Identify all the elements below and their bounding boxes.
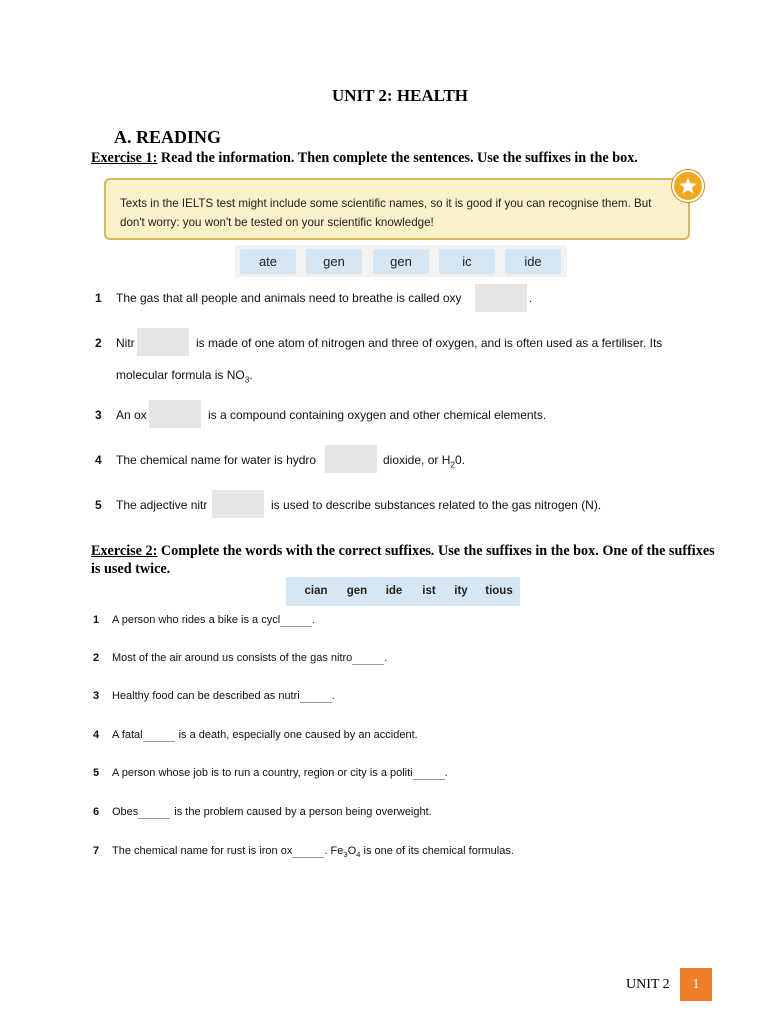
question-text: The adjective nitr: [116, 498, 208, 512]
question-text-end: is a compound containing oxygen and other chemical elements.: [208, 408, 547, 422]
formula-text: molecular formula is NO: [116, 368, 245, 382]
question-text: A person whose job is to run a country, region or city is a politi .: [112, 767, 448, 779]
question-number: 2: [93, 652, 100, 664]
formula-subscript: 3: [244, 374, 250, 385]
question-text: Healthy food can be described as nutri .: [112, 690, 335, 702]
exercise2-heading: [91, 542, 716, 578]
question-text: Obes is the problem caused by a person being overweight.: [112, 806, 432, 818]
question-number: 5: [95, 498, 102, 512]
exercise1-instruction: Read the information. Then complete the sentences. Use the suffixes in the box.: [157, 150, 638, 166]
suffix-word: tious: [485, 585, 513, 597]
question-number: 4: [93, 729, 100, 741]
answer-blank[interactable]: [280, 614, 312, 627]
suffix-pill: gen: [373, 249, 429, 274]
suffix-pill: ide: [505, 249, 561, 274]
question-text-end: [383, 453, 465, 469]
suffix-pill: ic: [439, 249, 495, 274]
answer-blank[interactable]: [300, 690, 332, 703]
question-text: A person who rides a bike is a cycl .: [112, 614, 316, 626]
answer-blank[interactable]: [149, 400, 201, 428]
question-text: An ox: [116, 408, 147, 422]
page-number: 1: [680, 968, 712, 1001]
footer-unit-label: UNIT 2: [626, 977, 670, 992]
info-box-text: Texts in the IELTS test might include some scientific names, so it is good if you can recognise them. But don't worry: you won't be tested on your scientific knowledge!: [120, 197, 652, 229]
suffix-word: ide: [385, 585, 403, 597]
question-number: 3: [95, 408, 102, 422]
unit-title: UNIT 2: HEALTH: [331, 86, 469, 105]
suffix-word: gen: [346, 585, 368, 597]
question-text: Nitr: [116, 336, 135, 350]
question-number: 1: [95, 291, 102, 305]
answer-blank[interactable]: [325, 445, 377, 473]
question-text-end: is used to describe substances related to the gas nitrogen (N).: [271, 498, 602, 512]
question-number: 4: [95, 453, 102, 467]
formula-end: 0.: [455, 453, 466, 467]
question-text-end: .: [529, 291, 533, 305]
answer-blank[interactable]: [292, 845, 324, 858]
formula-end: .: [249, 368, 253, 382]
question-text: The gas that all people and animals need to breathe is called oxy: [116, 291, 462, 305]
suffix-pill: gen: [306, 249, 362, 274]
answer-blank[interactable]: [143, 729, 175, 742]
answer-blank[interactable]: [475, 284, 527, 312]
question-number: 3: [93, 690, 100, 702]
answer-blank[interactable]: [352, 652, 384, 665]
suffix-pill: ate: [240, 249, 296, 274]
question-text: Most of the air around us consists of the gas nitro .: [112, 652, 388, 664]
question-text-line2: [116, 368, 253, 384]
formula-text: dioxide, or H: [383, 453, 451, 467]
info-box: [104, 178, 690, 240]
question-number: 7: [93, 845, 100, 857]
question-text-end: is made of one atom of nitrogen and three of oxygen, and is often used as a fertiliser. Its: [196, 336, 663, 350]
question-text: The chemical name for water is hydro: [116, 453, 317, 467]
answer-blank[interactable]: [413, 767, 445, 780]
question-number: 2: [95, 336, 102, 350]
suffix-word: ist: [422, 585, 436, 597]
exercise1-heading: [91, 149, 716, 167]
section-title: A. READING: [114, 127, 222, 147]
question-number: 1: [93, 614, 100, 626]
star-badge-icon: [672, 170, 704, 202]
exercise2-instruction: Complete the words with the correct suffixes. Use the suffixes in the box. One of the suffixes is used twice.: [91, 543, 715, 577]
question-text: The chemical name for rust is iron ox . $Fe_3O_4$ is one of its chemical formulas.: [112, 845, 514, 860]
suffix-word: ity: [454, 585, 468, 597]
question-number: 6: [93, 806, 100, 818]
answer-blank[interactable]: [138, 806, 170, 819]
suffix-box-1: [235, 245, 567, 277]
exercise2-label: Exercise 2:: [91, 543, 158, 559]
star-icon: [678, 176, 698, 196]
question-text: A fatal is a death, especially one caused by an accident.: [112, 729, 418, 741]
suffix-word: cian: [304, 585, 328, 597]
question-number: 5: [93, 767, 100, 779]
formula-subscript: 2: [450, 459, 456, 470]
suffix-box-2: [286, 577, 520, 606]
answer-blank[interactable]: [137, 328, 189, 356]
answer-blank[interactable]: [212, 490, 264, 518]
exercise1-label: Exercise 1:: [91, 150, 158, 166]
